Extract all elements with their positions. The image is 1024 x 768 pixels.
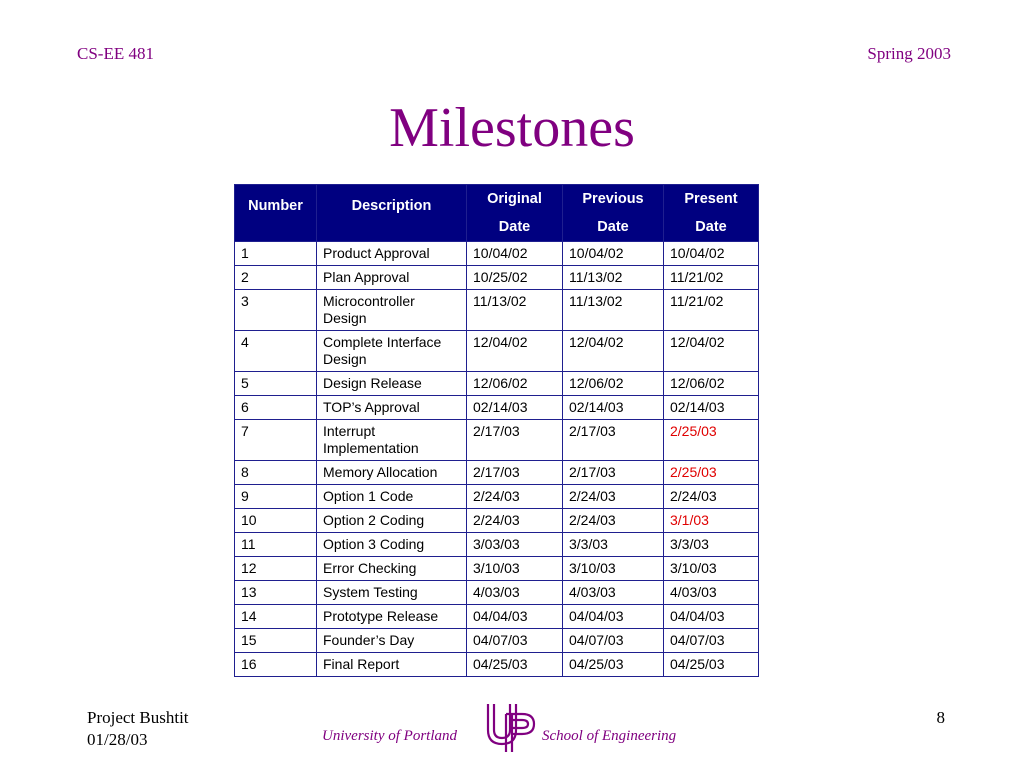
cell-description: Product Approval <box>317 242 467 266</box>
university-name: University of Portland <box>322 728 457 744</box>
cell-previous-date: 10/04/02 <box>563 242 664 266</box>
cell-previous-date: 04/07/03 <box>563 629 664 653</box>
cell-present-date: 3/3/03 <box>664 533 759 557</box>
table-row <box>235 420 759 461</box>
cell-description: TOP’s Approval <box>317 396 467 420</box>
cell-description: Founder’s Day <box>317 629 467 653</box>
cell-description: System Testing <box>317 581 467 605</box>
table-row <box>235 372 759 396</box>
cell-present-date: 04/25/03 <box>664 653 759 677</box>
header-description: Description <box>317 185 467 242</box>
cell-present-date: 04/07/03 <box>664 629 759 653</box>
cell-number: 16 <box>235 653 317 677</box>
cell-description: Option 2 Coding <box>317 509 467 533</box>
course-label: CS-EE 481 <box>77 44 154 63</box>
cell-original-date: 3/03/03 <box>467 533 563 557</box>
school-name: School of Engineering <box>542 728 677 744</box>
cell-present-date: 3/10/03 <box>664 557 759 581</box>
cell-original-date: 12/06/02 <box>467 372 563 396</box>
cell-description: Complete Interface Design <box>317 331 467 372</box>
cell-description: Design Release <box>317 372 467 396</box>
cell-previous-date: 2/17/03 <box>563 420 664 461</box>
cell-number: 10 <box>235 509 317 533</box>
university-logo <box>482 700 538 754</box>
cell-previous-date: 11/13/02 <box>563 290 664 331</box>
cell-original-date: 11/13/02 <box>467 290 563 331</box>
cell-original-date: 2/17/03 <box>467 420 563 461</box>
cell-description: Error Checking <box>317 557 467 581</box>
footer-left <box>87 707 189 751</box>
slide-title: Milestones <box>389 97 635 159</box>
milestones-table <box>234 184 759 677</box>
cell-present-date: 4/03/03 <box>664 581 759 605</box>
table-row <box>235 605 759 629</box>
table-row <box>235 290 759 331</box>
table-row <box>235 629 759 653</box>
table-body <box>235 242 759 677</box>
cell-present-date: 11/21/02 <box>664 266 759 290</box>
cell-original-date: 12/04/02 <box>467 331 563 372</box>
cell-number: 3 <box>235 290 317 331</box>
table-row <box>235 581 759 605</box>
table-row <box>235 396 759 420</box>
header-number: Number <box>235 185 317 242</box>
cell-present-date: 04/04/03 <box>664 605 759 629</box>
cell-previous-date: 2/24/03 <box>563 509 664 533</box>
cell-number: 14 <box>235 605 317 629</box>
cell-original-date: 4/03/03 <box>467 581 563 605</box>
table-row <box>235 266 759 290</box>
cell-original-date: 3/10/03 <box>467 557 563 581</box>
project-date: 01/28/03 <box>87 730 148 749</box>
cell-previous-date: 04/04/03 <box>563 605 664 629</box>
cell-description: Plan Approval <box>317 266 467 290</box>
table-row <box>235 331 759 372</box>
term-label: Spring 2003 <box>867 44 951 63</box>
table-row <box>235 509 759 533</box>
cell-original-date: 10/04/02 <box>467 242 563 266</box>
cell-previous-date: 12/06/02 <box>563 372 664 396</box>
cell-number: 5 <box>235 372 317 396</box>
header-original-date: Original Date <box>467 185 563 242</box>
table-row <box>235 242 759 266</box>
cell-previous-date: 2/17/03 <box>563 461 664 485</box>
cell-description: Memory Allocation <box>317 461 467 485</box>
cell-original-date: 02/14/03 <box>467 396 563 420</box>
cell-number: 4 <box>235 331 317 372</box>
cell-original-date: 04/25/03 <box>467 653 563 677</box>
table-row <box>235 557 759 581</box>
table-row <box>235 485 759 509</box>
cell-number: 15 <box>235 629 317 653</box>
cell-number: 6 <box>235 396 317 420</box>
header-previous-date: Previous Date <box>563 185 664 242</box>
cell-previous-date: 3/10/03 <box>563 557 664 581</box>
table-row <box>235 653 759 677</box>
cell-number: 11 <box>235 533 317 557</box>
cell-present-date: 3/1/03 <box>664 509 759 533</box>
cell-present-date: 12/04/02 <box>664 331 759 372</box>
cell-description: Microcontroller Design <box>317 290 467 331</box>
project-name: Project Bushtit <box>87 708 189 727</box>
cell-number: 8 <box>235 461 317 485</box>
cell-present-date: 10/04/02 <box>664 242 759 266</box>
cell-description: Interrupt Implementation <box>317 420 467 461</box>
cell-previous-date: 11/13/02 <box>563 266 664 290</box>
cell-original-date: 2/17/03 <box>467 461 563 485</box>
cell-number: 12 <box>235 557 317 581</box>
header-present-date: Present Date <box>664 185 759 242</box>
table-row <box>235 533 759 557</box>
cell-original-date: 04/04/03 <box>467 605 563 629</box>
cell-number: 13 <box>235 581 317 605</box>
cell-description: Prototype Release <box>317 605 467 629</box>
cell-number: 7 <box>235 420 317 461</box>
cell-description: Option 1 Code <box>317 485 467 509</box>
cell-description: Final Report <box>317 653 467 677</box>
cell-previous-date: 12/04/02 <box>563 331 664 372</box>
cell-present-date: 12/06/02 <box>664 372 759 396</box>
cell-original-date: 2/24/03 <box>467 509 563 533</box>
cell-previous-date: 3/3/03 <box>563 533 664 557</box>
cell-description: Option 3 Coding <box>317 533 467 557</box>
cell-original-date: 2/24/03 <box>467 485 563 509</box>
cell-present-date: 2/24/03 <box>664 485 759 509</box>
cell-present-date: 2/25/03 <box>664 420 759 461</box>
cell-number: 2 <box>235 266 317 290</box>
cell-previous-date: 04/25/03 <box>563 653 664 677</box>
table-row <box>235 461 759 485</box>
page-number: 8 <box>936 708 945 727</box>
cell-number: 9 <box>235 485 317 509</box>
cell-original-date: 04/07/03 <box>467 629 563 653</box>
cell-present-date: 2/25/03 <box>664 461 759 485</box>
cell-present-date: 02/14/03 <box>664 396 759 420</box>
table-header-row <box>235 185 759 242</box>
cell-previous-date: 2/24/03 <box>563 485 664 509</box>
cell-number: 1 <box>235 242 317 266</box>
cell-original-date: 10/25/02 <box>467 266 563 290</box>
cell-present-date: 11/21/02 <box>664 290 759 331</box>
cell-previous-date: 4/03/03 <box>563 581 664 605</box>
cell-previous-date: 02/14/03 <box>563 396 664 420</box>
